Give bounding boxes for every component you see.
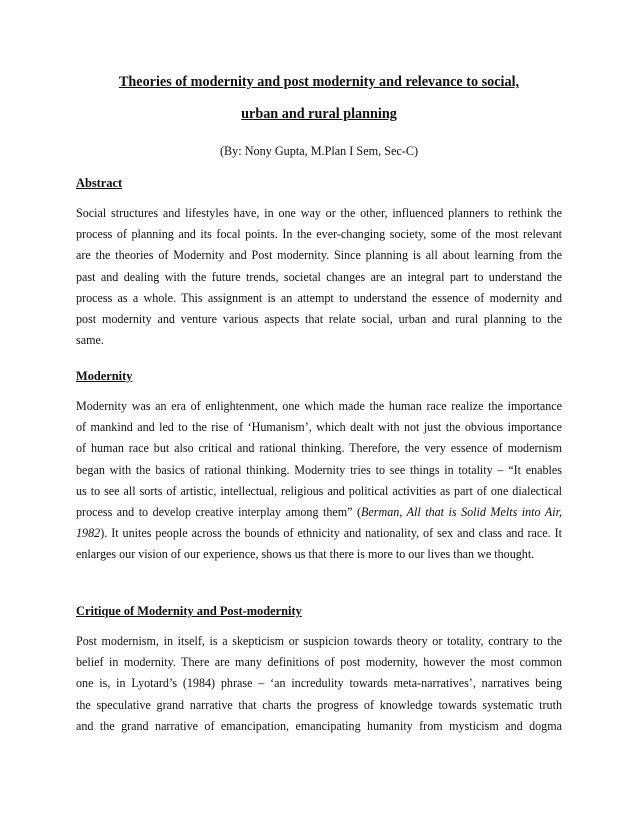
citation-lead-text: process and to develop creative interplay among them” ( [76, 504, 362, 519]
paragraph-line: post modernity and venture various aspects that relate social, urban and rural planning to the [76, 311, 562, 326]
author-byline: (By: Nony Gupta, M.Plan I Sem, Sec-C) [219, 144, 419, 158]
abstract-paragraph [76, 203, 562, 351]
paragraph-line [76, 523, 562, 544]
critique-paragraph [76, 631, 562, 737]
paragraph-line: enlarges our vision of our experience, shows us that there is more to our lives than we thought. [76, 547, 535, 562]
paragraph-line: Modernity was an era of enlightenment, one which made the human race realize the importance [76, 399, 562, 413]
paragraph-line [76, 502, 562, 523]
paragraph-line: one is, in Lyotard’s (1984) phrase – ‘an incredulity towards meta-narratives’, narratives being [76, 676, 562, 691]
modernity-paragraph [76, 396, 562, 566]
paragraph-line: us to see all sorts of artistic, intellectual, religious and political activities as part of one dialectical [76, 483, 562, 498]
document-title-line-2: urban and rural planning [241, 106, 397, 122]
critique-heading: Critique of Modernity and Post-modernity [76, 604, 302, 618]
paragraph-line: the speculative grand narrative that charts the progress of knowledge towards systematic truth [76, 697, 562, 712]
paragraph-line: Social structures and lifestyles have, in one way or the other, influenced planners to rethink the [76, 206, 562, 220]
paragraph-line: of mankind and led to the rise of ‘Humanism’, which dealt with not just the obvious importance [76, 420, 562, 435]
citation-year: 1982 [76, 526, 101, 541]
paragraph-line: and the grand narrative of emancipation, emancipating humanity from mysticism and dogma [76, 718, 562, 733]
paragraph-line: of human race but also critical and rational thinking. Therefore, the very essence of modernism [76, 441, 562, 456]
abstract-heading: Abstract [76, 176, 123, 190]
paragraph-line: process as a whole. This assignment is an attempt to understand the essence of modernity and [76, 290, 562, 305]
citation-trail-text: ). It unites people across the bounds of ethnicity and nationality, of sex and class and race. It [100, 526, 562, 541]
document-title-line-1: Theories of modernity and post modernity and relevance to social, [118, 74, 520, 90]
paragraph-line: process of planning and its focal points. In the ever-changing society, some of the most relevant [76, 227, 562, 242]
modernity-heading: Modernity [76, 369, 133, 383]
paragraph-line: are the theories of Modernity and Post modernity. Since planning is all about learning from the [76, 248, 562, 263]
paragraph-line: Post modernism, in itself, is a skepticism or suspicion towards theory or totality, contrary to the [76, 634, 562, 648]
paragraph-line: same. [76, 333, 104, 348]
paragraph-line: belief in modernity. There are many definitions of post modernity, however the most common [76, 655, 562, 670]
citation-italic: Berman, All that is Solid Melts into Air, [361, 504, 562, 519]
paragraph-line: past and dealing with the future trends, societal changes are an integral part to understand the [76, 269, 562, 284]
paragraph-line: began with the basics of rational thinking. Modernity tries to see things in totality – “It enables [76, 462, 562, 477]
